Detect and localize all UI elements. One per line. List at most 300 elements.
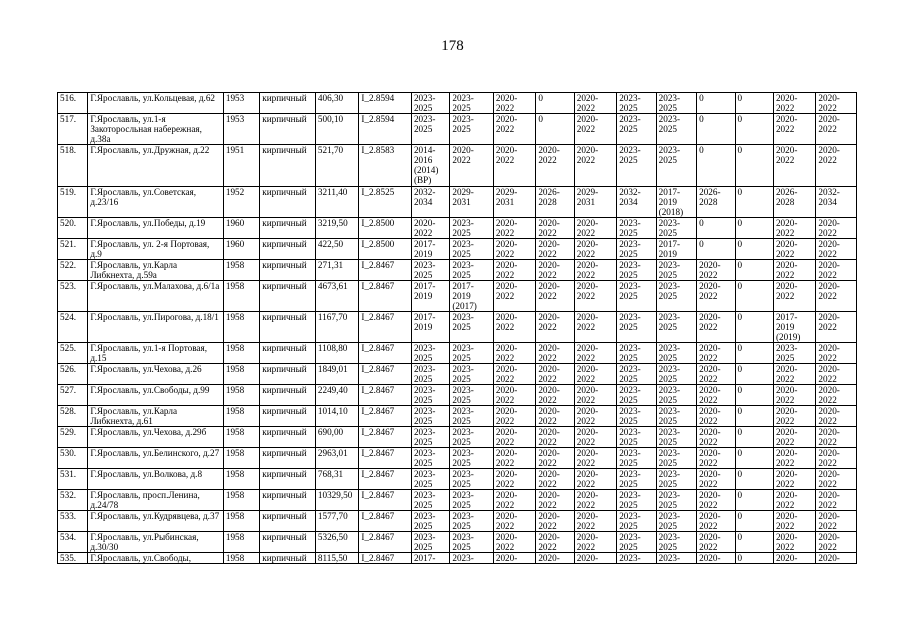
cell-period-1: 2017- bbox=[411, 553, 449, 564]
cell-address: Г.Ярославль, ул.Кудрявцева, д.37 bbox=[88, 511, 224, 532]
cell-period-1: 2023- 2025 bbox=[411, 260, 449, 281]
cell-wall-material: кирпичный bbox=[260, 469, 316, 490]
cell-wall-material: кирпичный bbox=[260, 406, 316, 427]
cell-period-8: 2020- 2022 bbox=[697, 511, 735, 532]
cell-period-7: 2023- 2025 bbox=[656, 385, 696, 406]
cell-area: 271,31 bbox=[315, 260, 358, 281]
cell-period-10: 2020- bbox=[773, 553, 815, 564]
cell-row-number: 522. bbox=[58, 260, 88, 281]
cell-period-1: 2023- 2025 bbox=[411, 364, 449, 385]
cell-wall-material: кирпичный bbox=[260, 312, 316, 343]
table-row bbox=[58, 364, 857, 385]
cell-period-6: 2023- 2025 bbox=[617, 364, 656, 385]
cell-period-6: 2023- 2025 bbox=[617, 93, 656, 114]
cell-period-8: 0 bbox=[697, 93, 735, 114]
cell-address: Г.Ярославль, ул.Рыбинская, д.30/30 bbox=[88, 532, 224, 553]
cell-wall-material: кирпичный bbox=[260, 427, 316, 448]
cell-period-2: 2017- 2019 (2017) bbox=[450, 281, 493, 312]
cell-row-number: 531. bbox=[58, 469, 88, 490]
cell-area: 406,30 bbox=[315, 93, 358, 114]
cell-row-number: 516. bbox=[58, 93, 88, 114]
cell-row-number: 518. bbox=[58, 145, 88, 187]
cell-area: 3219,50 bbox=[315, 218, 358, 239]
cell-period-9: 0 bbox=[735, 469, 773, 490]
cell-year-built: 1960 bbox=[223, 239, 259, 260]
cell-period-7: 2023- 2025 bbox=[656, 448, 696, 469]
cell-area: 422,50 bbox=[315, 239, 358, 260]
cell-period-11: 2020- 2022 bbox=[816, 93, 857, 114]
cell-period-5: 2020- 2022 bbox=[574, 406, 616, 427]
cell-series-code: I_2.8467 bbox=[359, 260, 412, 281]
cell-period-3: 2029- 2031 bbox=[493, 187, 535, 218]
cell-period-2: 2023- 2025 bbox=[450, 218, 493, 239]
cell-period-11: 2020- 2022 bbox=[816, 511, 857, 532]
cell-area: 8115,50 bbox=[315, 553, 358, 564]
cell-year-built: 1958 bbox=[223, 511, 259, 532]
cell-period-8: 0 bbox=[697, 114, 735, 145]
cell-year-built: 1952 bbox=[223, 187, 259, 218]
cell-address: Г.Ярославль, ул.Карла Либкнехта, д.61 bbox=[88, 406, 224, 427]
cell-period-4: 2020- 2022 bbox=[536, 406, 574, 427]
cell-period-10: 2020- 2022 bbox=[773, 281, 815, 312]
cell-period-9: 0 bbox=[735, 281, 773, 312]
cell-period-10: 2017- 2019 (2019) bbox=[773, 312, 815, 343]
cell-period-5: 2020- 2022 bbox=[574, 343, 616, 364]
cell-period-3: 2020- 2022 bbox=[493, 145, 535, 187]
cell-period-4: 2020- 2022 bbox=[536, 312, 574, 343]
cell-address: Г.Ярославль, просп.Ленина, д.24/78 bbox=[88, 490, 224, 511]
cell-year-built: 1958 bbox=[223, 448, 259, 469]
cell-period-9: 0 bbox=[735, 511, 773, 532]
cell-address: Г.Ярославль, ул.1-я Портовая, д.15 bbox=[88, 343, 224, 364]
cell-period-7: 2023- 2025 bbox=[656, 469, 696, 490]
cell-period-1: 2023- 2025 bbox=[411, 511, 449, 532]
cell-year-built: 1958 bbox=[223, 532, 259, 553]
cell-period-2: 2023- 2025 bbox=[450, 260, 493, 281]
cell-period-5: 2020- 2022 bbox=[574, 364, 616, 385]
cell-period-10: 2020- 2022 bbox=[773, 532, 815, 553]
cell-area: 1167,70 bbox=[315, 312, 358, 343]
cell-series-code: I_2.8467 bbox=[359, 490, 412, 511]
cell-period-10: 2020- 2022 bbox=[773, 385, 815, 406]
cell-period-3: 2020- 2022 bbox=[493, 281, 535, 312]
cell-period-8: 2020- 2022 bbox=[697, 260, 735, 281]
cell-address: Г.Ярославль, ул.Чехова, д.29б bbox=[88, 427, 224, 448]
cell-period-1: 2023- 2025 bbox=[411, 406, 449, 427]
cell-period-3: 2020- 2022 bbox=[493, 490, 535, 511]
cell-address: Г.Ярославль, ул. 2-я Портовая, д.9 bbox=[88, 239, 224, 260]
cell-wall-material: кирпичный bbox=[260, 364, 316, 385]
cell-period-2: 2023- 2025 bbox=[450, 406, 493, 427]
cell-period-6: 2023- 2025 bbox=[617, 281, 656, 312]
cell-period-9: 0 bbox=[735, 312, 773, 343]
cell-period-7: 2023- 2025 bbox=[656, 93, 696, 114]
table-row bbox=[58, 343, 857, 364]
cell-period-6: 2023- 2025 bbox=[617, 114, 656, 145]
cell-row-number: 532. bbox=[58, 490, 88, 511]
cell-row-number: 520. bbox=[58, 218, 88, 239]
cell-period-1: 2023- 2025 bbox=[411, 490, 449, 511]
cell-year-built: 1958 bbox=[223, 364, 259, 385]
cell-year-built: 1953 bbox=[223, 93, 259, 114]
cell-period-7: 2023- 2025 bbox=[656, 312, 696, 343]
cell-period-4: 2020- 2022 bbox=[536, 490, 574, 511]
cell-row-number: 526. bbox=[58, 364, 88, 385]
cell-period-2: 2023- 2025 bbox=[450, 93, 493, 114]
cell-period-1: 2023- 2025 bbox=[411, 343, 449, 364]
cell-period-3: 2020- 2022 bbox=[493, 406, 535, 427]
cell-wall-material: кирпичный bbox=[260, 511, 316, 532]
cell-row-number: 528. bbox=[58, 406, 88, 427]
cell-period-3: 2020- 2022 bbox=[493, 260, 535, 281]
cell-year-built: 1958 bbox=[223, 406, 259, 427]
cell-period-11: 2032- 2034 bbox=[816, 187, 857, 218]
cell-area: 3211,40 bbox=[315, 187, 358, 218]
cell-period-11: 2020- 2022 bbox=[816, 364, 857, 385]
cell-period-9: 0 bbox=[735, 406, 773, 427]
cell-period-3: 2020- 2022 bbox=[493, 312, 535, 343]
cell-period-6: 2023- 2025 bbox=[617, 218, 656, 239]
table-row bbox=[58, 93, 857, 114]
cell-period-1: 2023- 2025 bbox=[411, 114, 449, 145]
cell-area: 2249,40 bbox=[315, 385, 358, 406]
cell-period-5: 2020- 2022 bbox=[574, 239, 616, 260]
cell-period-1: 2032- 2034 bbox=[411, 187, 449, 218]
cell-period-11: 2020- 2022 bbox=[816, 281, 857, 312]
table-row bbox=[58, 511, 857, 532]
table-row bbox=[58, 187, 857, 218]
cell-wall-material: кирпичный bbox=[260, 448, 316, 469]
cell-series-code: I_2.8467 bbox=[359, 532, 412, 553]
cell-period-10: 2020- 2022 bbox=[773, 218, 815, 239]
cell-address: Г.Ярославль, ул.Кольцевая, д.62 bbox=[88, 93, 224, 114]
cell-period-8: 0 bbox=[697, 218, 735, 239]
cell-period-11: 2020- 2022 bbox=[816, 260, 857, 281]
cell-period-8: 2020- 2022 bbox=[697, 469, 735, 490]
cell-period-5: 2020- 2022 bbox=[574, 93, 616, 114]
cell-period-4: 2026- 2028 bbox=[536, 187, 574, 218]
cell-period-7: 2023- 2025 bbox=[656, 490, 696, 511]
cell-period-5: 2020- 2022 bbox=[574, 511, 616, 532]
cell-period-3: 2020- 2022 bbox=[493, 343, 535, 364]
cell-wall-material: кирпичный bbox=[260, 385, 316, 406]
cell-row-number: 534. bbox=[58, 532, 88, 553]
cell-period-1: 2023- 2025 bbox=[411, 385, 449, 406]
cell-period-3: 2020- 2022 bbox=[493, 218, 535, 239]
cell-series-code: I_2.8467 bbox=[359, 343, 412, 364]
cell-row-number: 523. bbox=[58, 281, 88, 312]
cell-area: 1108,80 bbox=[315, 343, 358, 364]
cell-period-4: 2020- 2022 bbox=[536, 343, 574, 364]
cell-period-6: 2023- 2025 bbox=[617, 448, 656, 469]
cell-period-9: 0 bbox=[735, 93, 773, 114]
cell-period-2: 2023- 2025 bbox=[450, 239, 493, 260]
cell-series-code: I_2.8467 bbox=[359, 312, 412, 343]
cell-wall-material: кирпичный bbox=[260, 93, 316, 114]
cell-period-8: 2020- 2022 bbox=[697, 312, 735, 343]
cell-period-5: 2020- 2022 bbox=[574, 385, 616, 406]
cell-period-10: 2020- 2022 bbox=[773, 260, 815, 281]
cell-period-5: 2020- 2022 bbox=[574, 145, 616, 187]
cell-period-5: 2020- 2022 bbox=[574, 281, 616, 312]
cell-period-5: 2020- 2022 bbox=[574, 448, 616, 469]
cell-wall-material: кирпичный bbox=[260, 239, 316, 260]
cell-area: 1849,01 bbox=[315, 364, 358, 385]
cell-address: Г.Ярославль, ул.Пирогова, д.18/1 bbox=[88, 312, 224, 343]
cell-period-7: 2017- 2019 bbox=[656, 239, 696, 260]
cell-period-11: 2020- 2022 bbox=[816, 343, 857, 364]
cell-year-built: 1958 bbox=[223, 343, 259, 364]
cell-period-6: 2023- 2025 bbox=[617, 312, 656, 343]
cell-period-11: 2020- 2022 bbox=[816, 469, 857, 490]
cell-period-2: 2029- 2031 bbox=[450, 187, 493, 218]
cell-period-8: 2020- 2022 bbox=[697, 343, 735, 364]
cell-period-11: 2020- 2022 bbox=[816, 448, 857, 469]
cell-wall-material: кирпичный bbox=[260, 553, 316, 564]
housing-register-table bbox=[57, 92, 857, 564]
cell-period-7: 2023- 2025 bbox=[656, 532, 696, 553]
table-row bbox=[58, 448, 857, 469]
cell-period-4: 2020- 2022 bbox=[536, 218, 574, 239]
cell-period-7: 2023- 2025 bbox=[656, 406, 696, 427]
cell-period-3: 2020- 2022 bbox=[493, 532, 535, 553]
cell-period-2: 2023- 2025 bbox=[450, 385, 493, 406]
cell-period-11: 2020- 2022 bbox=[816, 532, 857, 553]
cell-period-3: 2020- 2022 bbox=[493, 448, 535, 469]
cell-period-10: 2020- 2022 bbox=[773, 511, 815, 532]
cell-address: Г.Ярославль, ул.Свободы, bbox=[88, 553, 224, 564]
cell-period-9: 0 bbox=[735, 145, 773, 187]
table-row bbox=[58, 385, 857, 406]
cell-period-5: 2020- 2022 bbox=[574, 427, 616, 448]
cell-period-4: 2020- 2022 bbox=[536, 145, 574, 187]
cell-series-code: I_2.8467 bbox=[359, 448, 412, 469]
cell-period-3: 2020- bbox=[493, 553, 535, 564]
cell-area: 521,70 bbox=[315, 145, 358, 187]
cell-period-9: 0 bbox=[735, 490, 773, 511]
cell-year-built: 1958 bbox=[223, 312, 259, 343]
cell-period-9: 0 bbox=[735, 260, 773, 281]
cell-year-built: 1953 bbox=[223, 114, 259, 145]
cell-period-4: 2020- 2022 bbox=[536, 532, 574, 553]
cell-period-1: 2023- 2025 bbox=[411, 532, 449, 553]
cell-wall-material: кирпичный bbox=[260, 281, 316, 312]
cell-wall-material: кирпичный bbox=[260, 114, 316, 145]
cell-series-code: I_2.8467 bbox=[359, 281, 412, 312]
cell-series-code: I_2.8594 bbox=[359, 114, 412, 145]
cell-period-11: 2020- 2022 bbox=[816, 312, 857, 343]
cell-row-number: 529. bbox=[58, 427, 88, 448]
cell-period-7: 2023- 2025 bbox=[656, 511, 696, 532]
cell-period-5: 2020- 2022 bbox=[574, 114, 616, 145]
cell-period-6: 2023- 2025 bbox=[617, 145, 656, 187]
cell-period-10: 2020- 2022 bbox=[773, 469, 815, 490]
cell-period-5: 2020- 2022 bbox=[574, 312, 616, 343]
cell-period-8: 2020- 2022 bbox=[697, 281, 735, 312]
cell-period-5: 2029- 2031 bbox=[574, 187, 616, 218]
cell-series-code: I_2.8467 bbox=[359, 385, 412, 406]
cell-period-8: 2020- 2022 bbox=[697, 532, 735, 553]
cell-period-8: 0 bbox=[697, 145, 735, 187]
cell-period-6: 2032- 2034 bbox=[617, 187, 656, 218]
cell-period-5: 2020- bbox=[574, 553, 616, 564]
cell-period-1: 2023- 2025 bbox=[411, 93, 449, 114]
cell-period-6: 2023- 2025 bbox=[617, 385, 656, 406]
cell-period-2: 2023- 2025 bbox=[450, 532, 493, 553]
cell-year-built: 1958 bbox=[223, 427, 259, 448]
cell-period-6: 2023- 2025 bbox=[617, 469, 656, 490]
cell-address: Г.Ярославль, ул.Карла Либкнехта, д.59а bbox=[88, 260, 224, 281]
cell-period-11: 2020- bbox=[816, 553, 857, 564]
cell-period-10: 2020- 2022 bbox=[773, 239, 815, 260]
cell-period-1: 2023- 2025 bbox=[411, 448, 449, 469]
cell-wall-material: кирпичный bbox=[260, 218, 316, 239]
cell-wall-material: кирпичный bbox=[260, 260, 316, 281]
cell-period-6: 2023- 2025 bbox=[617, 532, 656, 553]
cell-period-9: 0 bbox=[735, 114, 773, 145]
cell-year-built: 1958 bbox=[223, 260, 259, 281]
cell-period-10: 2026- 2028 bbox=[773, 187, 815, 218]
cell-period-9: 0 bbox=[735, 385, 773, 406]
table-row bbox=[58, 114, 857, 145]
cell-period-2: 2023- 2025 bbox=[450, 114, 493, 145]
cell-period-8: 2020- 2022 bbox=[697, 490, 735, 511]
cell-period-7: 2023- 2025 bbox=[656, 260, 696, 281]
cell-row-number: 530. bbox=[58, 448, 88, 469]
cell-period-5: 2020- 2022 bbox=[574, 218, 616, 239]
cell-address: Г.Ярославль, ул.Волкова, д.8 bbox=[88, 469, 224, 490]
cell-period-9: 0 bbox=[735, 553, 773, 564]
page-number: 178 bbox=[441, 38, 464, 54]
cell-period-3: 2020- 2022 bbox=[493, 511, 535, 532]
cell-area: 4673,61 bbox=[315, 281, 358, 312]
cell-period-4: 2020- 2022 bbox=[536, 239, 574, 260]
cell-period-10: 2020- 2022 bbox=[773, 427, 815, 448]
cell-period-2: 2023- 2025 bbox=[450, 490, 493, 511]
cell-period-8: 2020- bbox=[697, 553, 735, 564]
cell-period-1: 2014- 2016 (2014) (ВР) bbox=[411, 145, 449, 187]
cell-address: Г.Ярославль, ул.1-я Закоторосльная набережная, д.38а bbox=[88, 114, 224, 145]
cell-address: Г.Ярославль, ул.Свободы, д.99 bbox=[88, 385, 224, 406]
cell-period-3: 2020- 2022 bbox=[493, 364, 535, 385]
cell-area: 10329,50 bbox=[315, 490, 358, 511]
cell-period-4: 0 bbox=[536, 114, 574, 145]
cell-series-code: I_2.8500 bbox=[359, 239, 412, 260]
cell-period-8: 2020- 2022 bbox=[697, 406, 735, 427]
cell-period-4: 2020- 2022 bbox=[536, 427, 574, 448]
cell-period-9: 0 bbox=[735, 364, 773, 385]
table-row bbox=[58, 281, 857, 312]
cell-period-10: 2020- 2022 bbox=[773, 114, 815, 145]
cell-period-4: 2020- 2022 bbox=[536, 260, 574, 281]
cell-period-5: 2020- 2022 bbox=[574, 532, 616, 553]
cell-address: Г.Ярославль, ул.Дружная, д.22 bbox=[88, 145, 224, 187]
cell-row-number: 517. bbox=[58, 114, 88, 145]
cell-period-3: 2020- 2022 bbox=[493, 385, 535, 406]
cell-period-8: 2020- 2022 bbox=[697, 385, 735, 406]
cell-period-4: 2020- 2022 bbox=[536, 385, 574, 406]
cell-wall-material: кирпичный bbox=[260, 343, 316, 364]
cell-period-10: 2020- 2022 bbox=[773, 93, 815, 114]
table-row bbox=[58, 469, 857, 490]
table-row bbox=[58, 427, 857, 448]
cell-period-11: 2020- 2022 bbox=[816, 145, 857, 187]
cell-period-7: 2023- 2025 bbox=[656, 427, 696, 448]
cell-series-code: I_2.8500 bbox=[359, 218, 412, 239]
cell-period-2: 2023- 2025 bbox=[450, 343, 493, 364]
cell-period-2: 2023- 2025 bbox=[450, 427, 493, 448]
cell-period-5: 2020- 2022 bbox=[574, 490, 616, 511]
cell-period-10: 2020- 2022 bbox=[773, 406, 815, 427]
table-row bbox=[58, 553, 857, 564]
cell-period-3: 2020- 2022 bbox=[493, 469, 535, 490]
cell-row-number: 533. bbox=[58, 511, 88, 532]
cell-period-4: 2020- 2022 bbox=[536, 511, 574, 532]
cell-period-11: 2020- 2022 bbox=[816, 490, 857, 511]
cell-year-built: 1958 bbox=[223, 490, 259, 511]
cell-period-7: 2017- 2019 (2018) bbox=[656, 187, 696, 218]
table-row bbox=[58, 312, 857, 343]
cell-period-1: 2020- 2022 bbox=[411, 218, 449, 239]
cell-period-7: 2023- 2025 bbox=[656, 281, 696, 312]
cell-period-6: 2023- bbox=[617, 553, 656, 564]
cell-period-5: 2020- 2022 bbox=[574, 260, 616, 281]
cell-series-code: I_2.8594 bbox=[359, 93, 412, 114]
cell-period-11: 2020- 2022 bbox=[816, 218, 857, 239]
cell-period-10: 2020- 2022 bbox=[773, 490, 815, 511]
cell-period-8: 0 bbox=[697, 239, 735, 260]
cell-year-built: 1958 bbox=[223, 385, 259, 406]
cell-series-code: I_2.8467 bbox=[359, 427, 412, 448]
cell-year-built: 1960 bbox=[223, 218, 259, 239]
cell-period-1: 2017- 2019 bbox=[411, 281, 449, 312]
cell-area: 5326,50 bbox=[315, 532, 358, 553]
cell-year-built: 1958 bbox=[223, 281, 259, 312]
cell-period-6: 2023- 2025 bbox=[617, 239, 656, 260]
cell-series-code: I_2.8467 bbox=[359, 469, 412, 490]
cell-period-6: 2023- 2025 bbox=[617, 260, 656, 281]
cell-period-8: 2020- 2022 bbox=[697, 364, 735, 385]
cell-period-9: 0 bbox=[735, 239, 773, 260]
cell-period-2: 2023- bbox=[450, 553, 493, 564]
cell-period-7: 2023- 2025 bbox=[656, 343, 696, 364]
cell-period-9: 0 bbox=[735, 532, 773, 553]
cell-period-3: 2020- 2022 bbox=[493, 93, 535, 114]
cell-period-2: 2023- 2025 bbox=[450, 469, 493, 490]
cell-period-11: 2020- 2022 bbox=[816, 427, 857, 448]
cell-period-1: 2023- 2025 bbox=[411, 469, 449, 490]
cell-period-2: 2023- 2025 bbox=[450, 448, 493, 469]
cell-area: 690,00 bbox=[315, 427, 358, 448]
cell-period-11: 2020- 2022 bbox=[816, 385, 857, 406]
cell-address: Г.Ярославль, ул.Малахова, д.6/1а bbox=[88, 281, 224, 312]
cell-period-3: 2020- 2022 bbox=[493, 114, 535, 145]
cell-series-code: I_2.8467 bbox=[359, 553, 412, 564]
cell-period-11: 2020- 2022 bbox=[816, 114, 857, 145]
cell-period-4: 0 bbox=[536, 93, 574, 114]
cell-period-10: 2023- 2025 bbox=[773, 343, 815, 364]
cell-year-built: 1958 bbox=[223, 469, 259, 490]
cell-period-10: 2020- 2022 bbox=[773, 364, 815, 385]
cell-area: 768,31 bbox=[315, 469, 358, 490]
cell-series-code: I_2.8525 bbox=[359, 187, 412, 218]
table-row bbox=[58, 239, 857, 260]
cell-period-11: 2020- 2022 bbox=[816, 239, 857, 260]
cell-period-4: 2020- bbox=[536, 553, 574, 564]
cell-period-1: 2023- 2025 bbox=[411, 427, 449, 448]
cell-period-9: 0 bbox=[735, 448, 773, 469]
table-row bbox=[58, 218, 857, 239]
